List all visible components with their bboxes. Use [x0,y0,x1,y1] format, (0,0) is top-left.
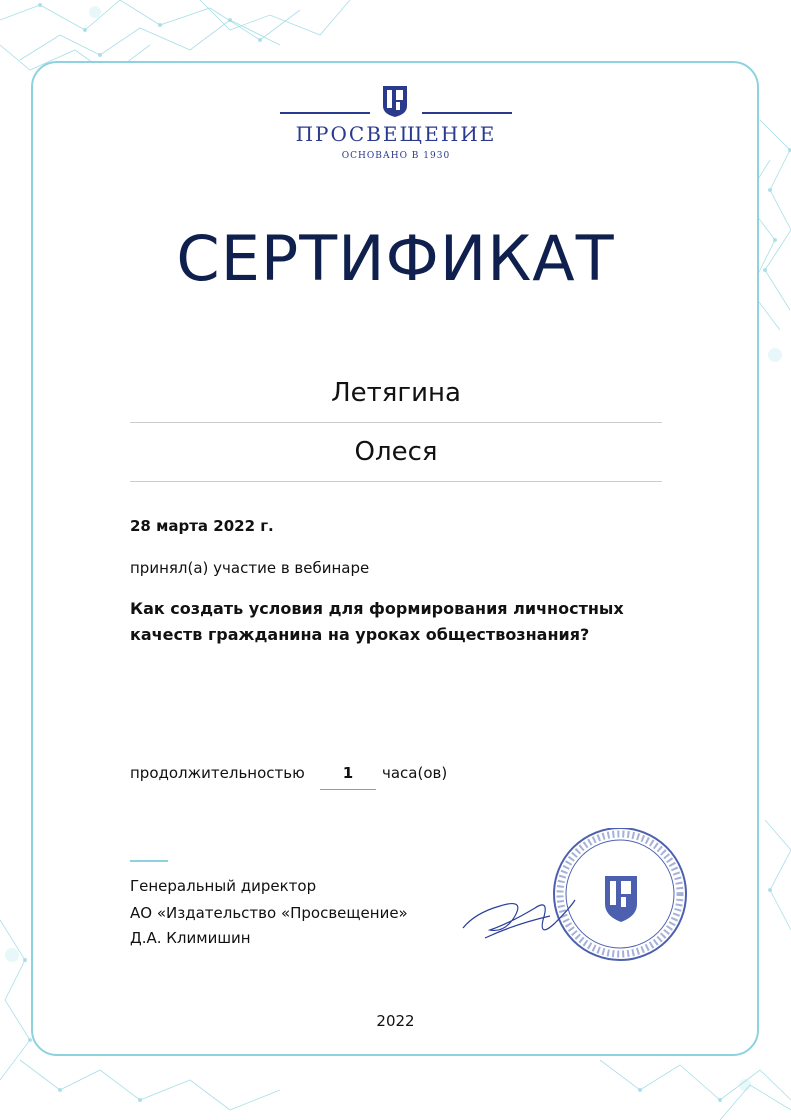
publisher-founded: ОСНОВАНО В 1930 [341,151,451,161]
accent-bar [130,860,168,862]
company-stamp [554,828,686,960]
logo-rule-left [280,112,370,114]
duration-prefix: продолжительностью [130,764,305,782]
certificate-year: 2022 [376,1012,415,1030]
publisher-logo [280,82,512,172]
signatory-organization: АО «Издательство «Просвещение» [130,904,408,922]
publisher-emblem-icon [381,84,409,118]
signatory-name: Д.А. Климишин [130,929,251,947]
publisher-name: ПРОСВЕЩЕНИЕ [295,122,497,146]
webinar-topic [130,596,690,648]
recipient-last-name: Летягина [331,378,461,408]
webinar-topic-line-2: качеств гражданина на уроках обществознания? [130,625,590,644]
duration-value: 1 [342,764,354,782]
logo-rule-right [422,112,512,114]
last-name-underline [130,422,662,423]
duration-underline [320,789,376,790]
duration-suffix: часа(ов) [382,764,448,782]
signatory-position: Генеральный директор [130,877,317,895]
signature-and-stamp [455,828,695,968]
event-date: 28 марта 2022 г. [130,517,274,535]
first-name-underline [130,481,662,482]
participation-text: принял(а) участие в вебинаре [130,559,370,577]
recipient-first-name: Олеся [354,437,438,467]
webinar-topic-line-1: Как создать условия для формирования личностных [130,599,624,618]
certificate-title: СЕРТИФИКАТ [176,222,615,295]
